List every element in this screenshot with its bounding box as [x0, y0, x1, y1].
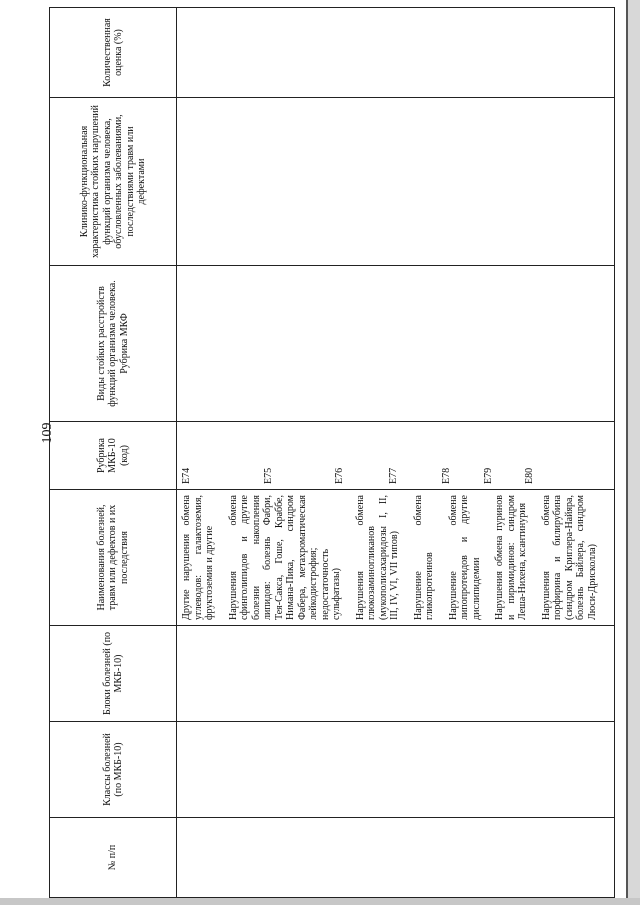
code-label: E76: [334, 467, 345, 484]
disease-name: Нарушения обмена глюкозаминогликанов (мукополисахаридозы I, II, III, IV, VI, VII типов): [354, 495, 400, 620]
cell-quantity: [177, 8, 615, 98]
table-header-row: [50, 8, 177, 898]
disease-table: [49, 7, 615, 898]
code-label: E79: [482, 467, 494, 484]
cell-rubric: [177, 422, 615, 490]
rotated-table-container: [49, 8, 598, 898]
code-label: E80: [524, 467, 535, 484]
code-label: E77: [387, 467, 399, 484]
page-edge-line: [626, 0, 628, 905]
header-rubric: Рубрика МКБ-10 (код): [50, 422, 177, 490]
cell-num: [177, 818, 615, 898]
page-bottom-shadow: [0, 898, 640, 905]
cell-types: [177, 266, 615, 422]
code-label: E78: [441, 467, 452, 484]
page-number: 109: [40, 422, 55, 444]
cell-names: [177, 490, 615, 626]
disease-name: Другие нарушения обмена углеводов: галактоземия, фруктоземия и другие: [181, 495, 215, 620]
disease-name: Нарушение обмена гликопротеинов: [412, 495, 435, 620]
code-label: E74: [181, 467, 192, 484]
cell-blocks: [177, 626, 615, 722]
header-quantity: Количественная оценка (%): [50, 8, 177, 98]
page-edge-shadow: [627, 0, 640, 905]
header-classes: Классы болезней (по МКБ-10): [50, 722, 177, 818]
cell-classes: [177, 722, 615, 818]
header-num: № п/п: [50, 818, 177, 898]
code-label: E75: [262, 467, 274, 484]
header-clinical: Клинико-функциональная характеристика стойких нарушений функций организма человека, обусловленных заболеваниями, последствиями травм или дефектами: [50, 98, 177, 266]
header-names: Наименования болезней, травм или дефектов и их последствия: [50, 490, 177, 626]
table-row: [177, 8, 615, 898]
header-blocks: Блоки болезней (по МКБ-10): [50, 626, 177, 722]
disease-name: Нарушения обмена сфинголипидов и другие болезни накопления липидов: болезнь Фабри, Тея-Сакса, Гоше, Краббе, Нимана-Пика, синдром Фабера, метахроматическая лейкодистрофия; недостаточность сульфатазы): [227, 495, 342, 620]
disease-name: Нарушения обмена пуринов и пиримидинов: синдром Леша-Нихена, ксантинурия: [494, 495, 528, 620]
header-types: Виды стойких расстройств функций организма человека. Рубрика МКФ: [50, 266, 177, 422]
disease-name: Нарушение обмена липопротеидов и другие дислипидемии: [447, 495, 482, 620]
disease-name: Нарушения обмена порфирина и билирубина (синдром Криглера-Найяра, болезнь Байлера, синдром Люси-Дрисколла): [540, 495, 598, 620]
cell-clinical: [177, 98, 615, 266]
